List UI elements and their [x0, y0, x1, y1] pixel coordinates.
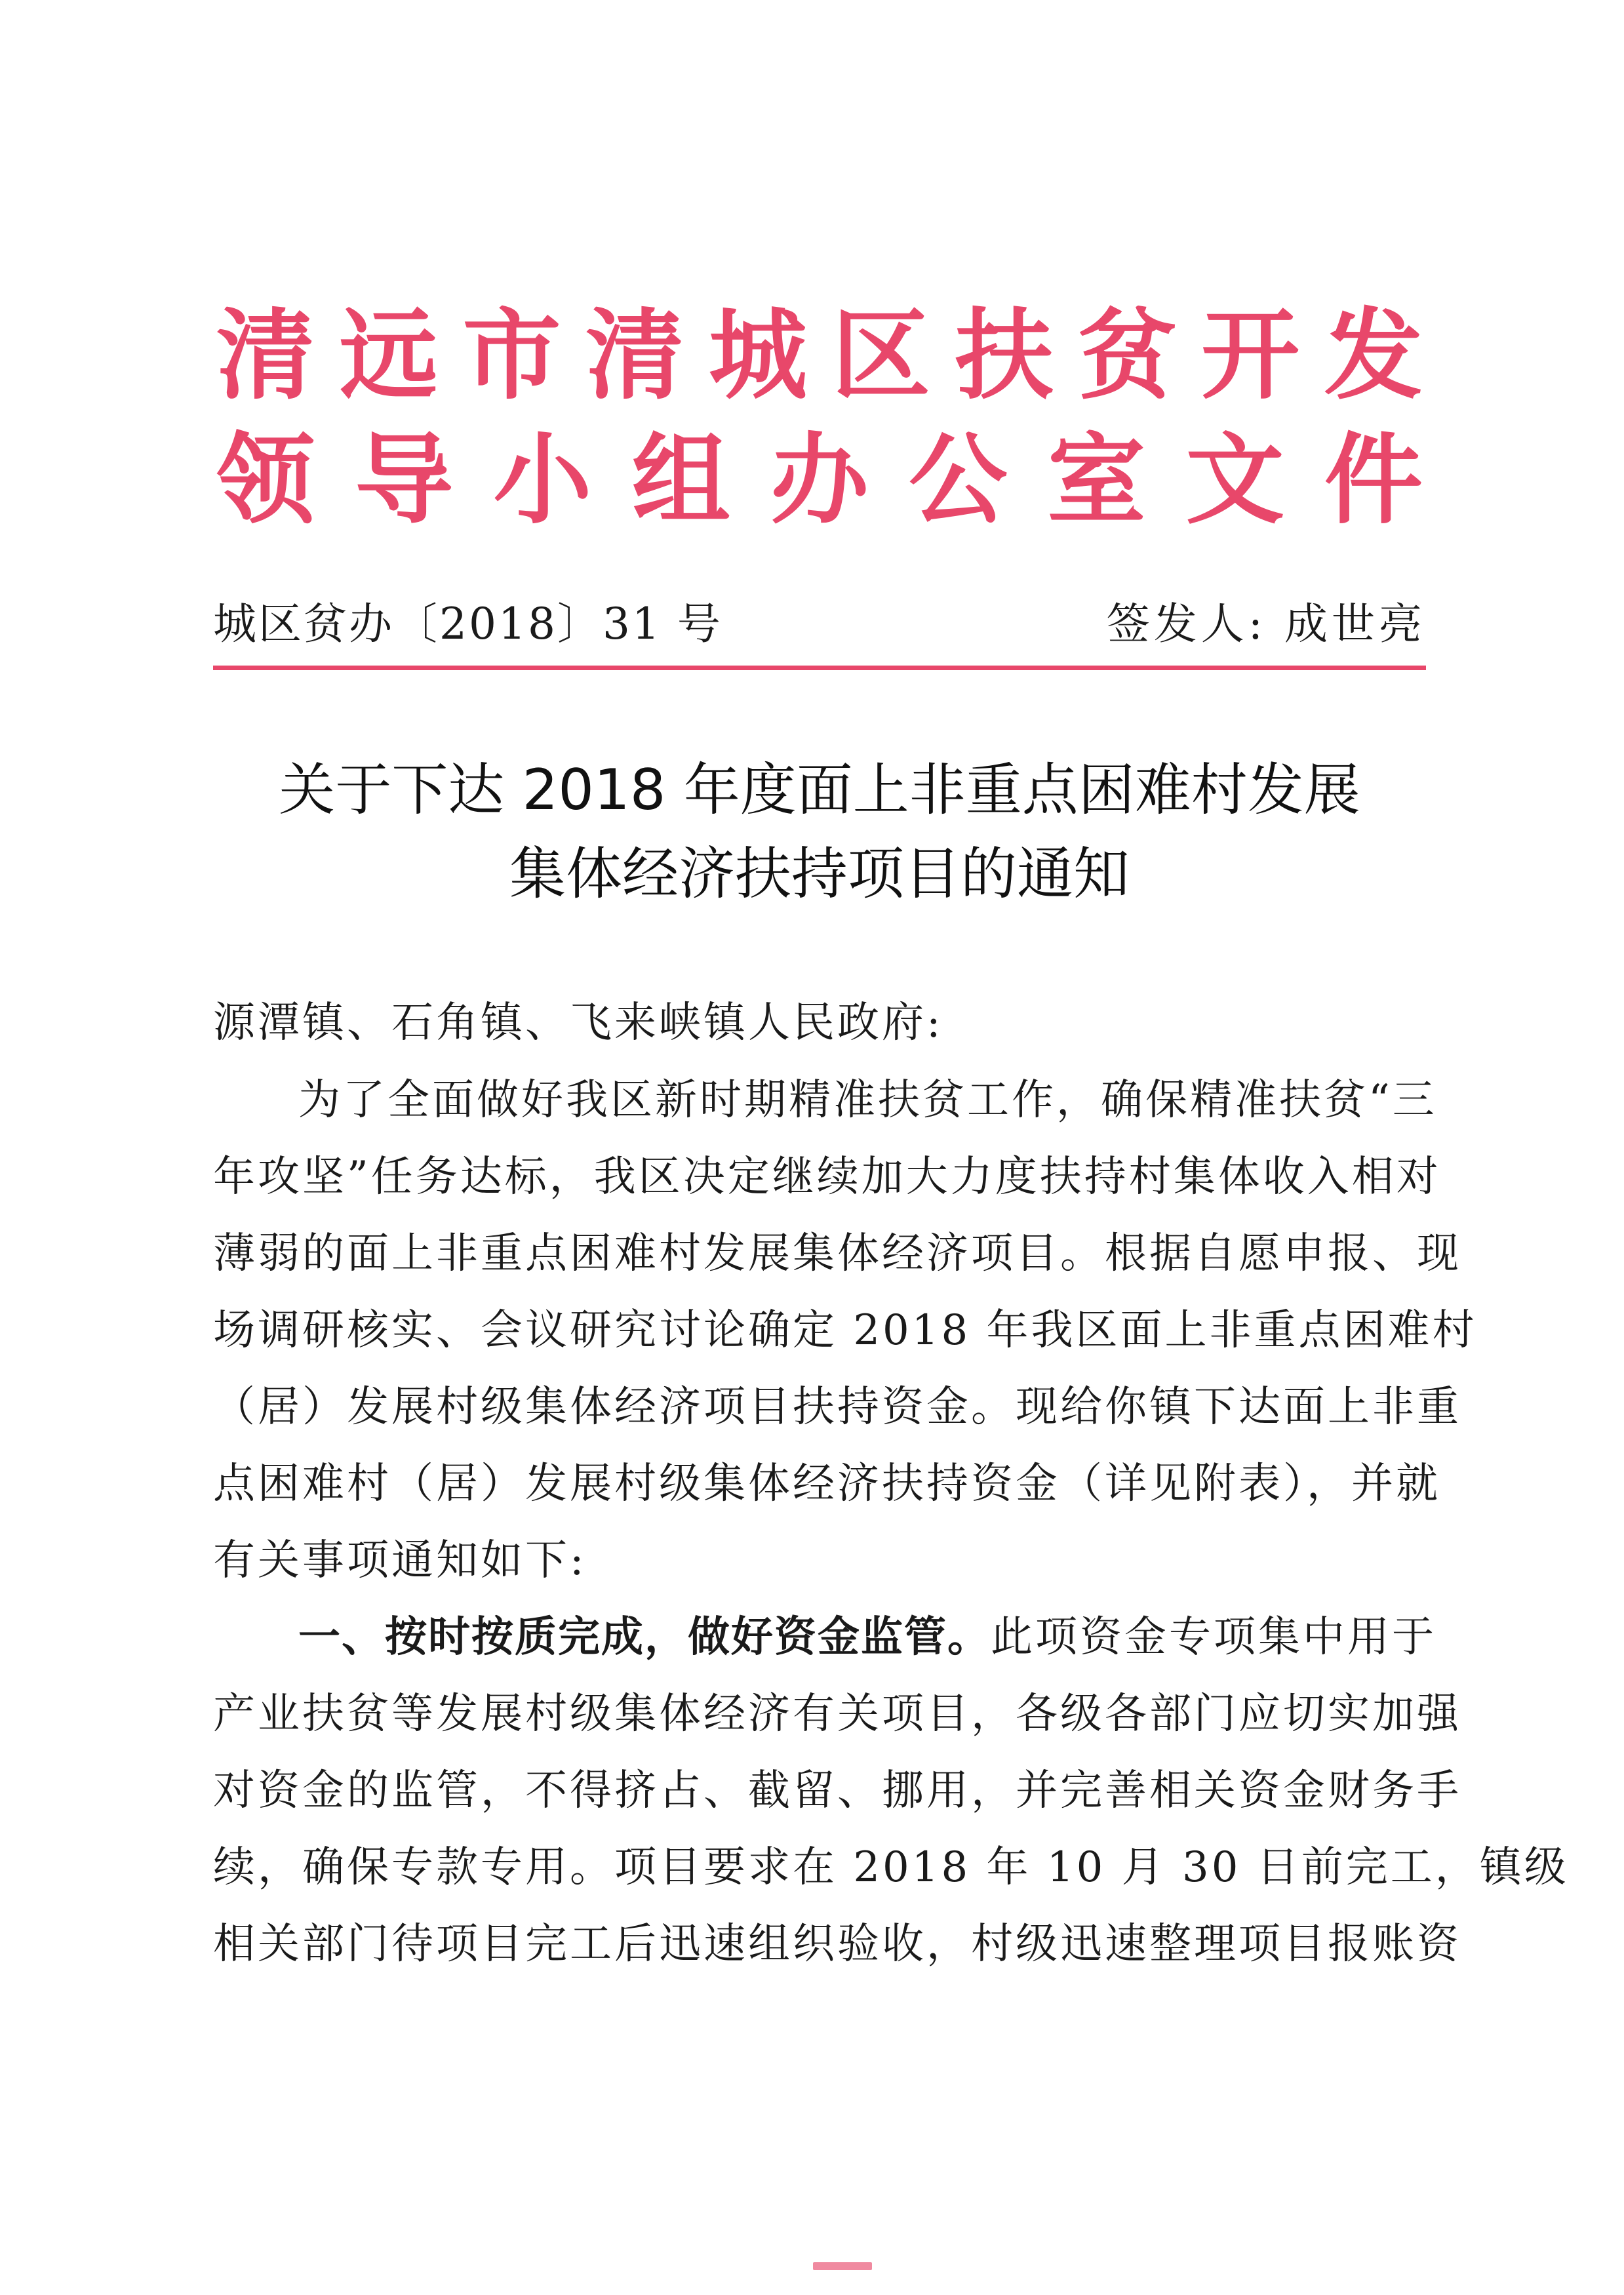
section-1-heading: 一、按时按质完成，做好资金监管。 — [298, 1613, 991, 1662]
notice-title-line-1: 关于下达 2018 年度面上非重点困难村发展 — [279, 757, 1360, 823]
header-char: 小 — [493, 424, 592, 538]
issuer-header-line-1 — [216, 299, 1423, 413]
header-char: 贫 — [1078, 299, 1177, 413]
paragraph-line: 续，确保专款专用。项目要求在 2018 年 10 月 30 日前完工，镇级 — [213, 1843, 1569, 1892]
paragraph-line: 点困难村（居）发展村级集体经济扶持资金（详见附表），并就 — [213, 1460, 1440, 1508]
header-char: 开 — [1201, 299, 1300, 413]
header-char: 发 — [1324, 299, 1423, 413]
paragraph-line: 产业扶贫等发展村级集体经济有关项目，各级各部门应切实加强 — [213, 1690, 1461, 1738]
paragraph-line: 年攻坚”任务达标，我区决定继续加大力度扶持村集体收入相对 — [213, 1153, 1441, 1201]
paragraph-line: 为了全面做好我区新时期精准扶贫工作，确保精准扶贫“三 — [298, 1076, 1437, 1125]
document-number: 城区贫办〔2018〕31 号 — [213, 599, 723, 649]
red-separator-rule — [213, 666, 1426, 670]
header-char: 组 — [631, 424, 730, 538]
header-char: 区 — [831, 299, 930, 413]
notice-title-line-2: 集体经济扶持项目的通知 — [509, 841, 1130, 907]
header-char: 清 — [216, 299, 315, 413]
header-char: 文 — [1185, 424, 1284, 538]
header-char: 导 — [355, 424, 454, 538]
section-1-first-line — [298, 1611, 1518, 1664]
page-edge-mark — [813, 2262, 872, 2270]
paragraph-line: 场调研核实、会议研究讨论确定 2018 年我区面上非重点困难村 — [213, 1306, 1477, 1355]
header-char: 领 — [216, 424, 315, 538]
recipients-line: 源潭镇、石角镇、飞来峡镇人民政府: — [213, 999, 943, 1047]
header-char: 清 — [585, 299, 684, 413]
header-char: 办 — [770, 424, 869, 538]
issuer-header-line-2 — [216, 424, 1423, 538]
header-char: 公 — [909, 424, 1008, 538]
signer: 签发人: 成世亮 — [1106, 599, 1426, 649]
document-meta-row — [213, 598, 1426, 650]
header-char: 件 — [1324, 424, 1423, 538]
paragraph-line: 薄弱的面上非重点困难村发展集体经济项目。根据自愿申报、现 — [213, 1229, 1461, 1278]
header-char: 市 — [462, 299, 561, 413]
header-char: 远 — [339, 299, 438, 413]
header-char: 城 — [709, 299, 808, 413]
paragraph-line: 相关部门待项目完工后迅速组织验收，村级迅速整理项目报账资 — [213, 1920, 1461, 1968]
header-char: 室 — [1047, 424, 1146, 538]
paragraph-line: （居）发展村级集体经济项目扶持资金。现给你镇下达面上非重 — [213, 1383, 1461, 1431]
section-1-first-line-text: 此项资金专项集中用于 — [991, 1613, 1436, 1662]
paragraph-line: 对资金的监管，不得挤占、截留、挪用，并完善相关资金财务手 — [213, 1766, 1461, 1815]
header-char: 扶 — [955, 299, 1054, 413]
paragraph-line: 有关事项通知如下: — [213, 1536, 587, 1585]
